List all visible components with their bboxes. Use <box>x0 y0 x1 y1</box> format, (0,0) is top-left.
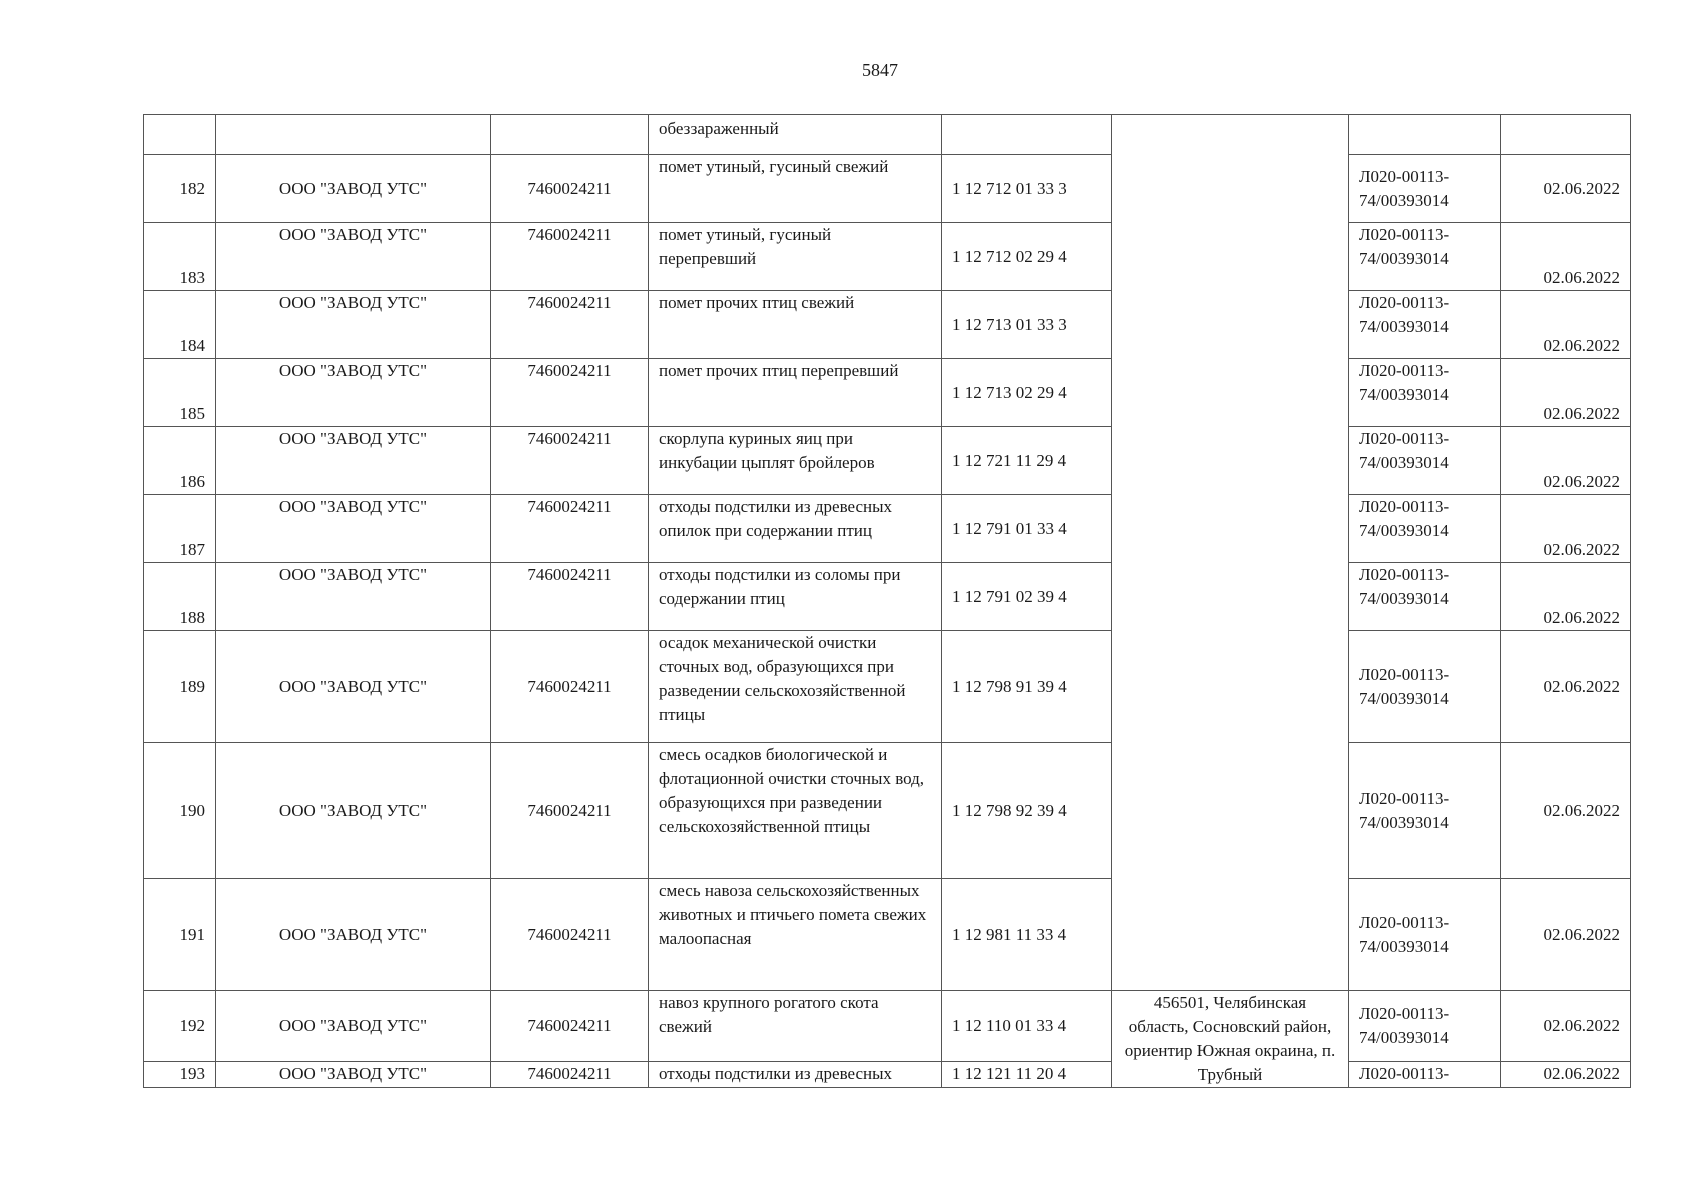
license-line: 74/00393014 <box>1359 190 1449 210</box>
organization-cell: ООО "ЗАВОД УТС" <box>216 291 491 359</box>
number-cell: 187 <box>144 495 216 563</box>
waste-code-cell: 1 12 110 01 33 4 <box>942 991 1112 1062</box>
date-cell: 02.06.2022 <box>1501 631 1631 743</box>
table-row <box>144 359 1631 427</box>
table-row <box>144 991 1631 1062</box>
organization-cell: ООО "ЗАВОД УТС" <box>216 991 491 1062</box>
address-cell: 456501, Челябинская область, Сосновский район, ориентир Южная окраина, п. Трубный <box>1112 991 1349 1088</box>
date-cell: 02.06.2022 <box>1501 155 1631 223</box>
date-cell: 02.06.2022 <box>1501 1061 1631 1087</box>
license-line: Л020-00113- <box>1359 497 1450 516</box>
table-row <box>144 427 1631 495</box>
table-row <box>144 223 1631 291</box>
number-cell: 193 <box>144 1061 216 1087</box>
organization-cell: ООО "ЗАВОД УТС" <box>216 495 491 563</box>
table-row <box>144 879 1631 991</box>
organization-cell: ООО "ЗАВОД УТС" <box>216 223 491 291</box>
license-line: Л020-00113- <box>1359 166 1450 186</box>
license-cell <box>1349 115 1501 155</box>
license-cell <box>1349 223 1501 291</box>
waste-name-cell: помет прочих птиц свежий <box>649 291 942 359</box>
table-row <box>144 563 1631 631</box>
license-line: Л020-00113- <box>1359 225 1450 244</box>
waste-code-cell: 1 12 712 02 29 4 <box>942 223 1112 291</box>
waste-code-cell: 1 12 981 11 33 4 <box>942 879 1112 991</box>
license-line: Л020-00113- <box>1359 429 1450 448</box>
waste-name-cell: отходы подстилки из соломы при содержании птиц <box>649 563 942 631</box>
license-line: 74/00393014 <box>1359 521 1449 540</box>
organization-cell <box>216 115 491 155</box>
license-cell <box>1349 879 1501 991</box>
waste-name-cell: отходы подстилки из древесных <box>649 1061 942 1087</box>
date-cell: 02.06.2022 <box>1501 291 1631 359</box>
date-cell: 02.06.2022 <box>1501 879 1631 991</box>
license-line: Л020-00113- <box>1359 293 1450 312</box>
waste-name-cell: отходы подстилки из древесных опилок при содержании птиц <box>649 495 942 563</box>
waste-code-cell: 1 12 798 91 39 4 <box>942 631 1112 743</box>
waste-name-cell: обеззараженный <box>649 115 942 155</box>
inn-cell: 7460024211 <box>491 495 649 563</box>
license-line: Л020-00113- <box>1359 788 1450 808</box>
license-cell <box>1349 155 1501 223</box>
number-cell: 183 <box>144 223 216 291</box>
inn-cell: 7460024211 <box>491 223 649 291</box>
number-cell: 190 <box>144 743 216 879</box>
waste-code-cell: 1 12 712 01 33 3 <box>942 155 1112 223</box>
license-cell <box>1349 743 1501 879</box>
date-cell: 02.06.2022 <box>1501 359 1631 427</box>
license-line: 74/00393014 <box>1359 589 1449 608</box>
date-cell: 02.06.2022 <box>1501 743 1631 879</box>
license-line: 74/00393014 <box>1359 317 1449 336</box>
license-line: Л020-00113- <box>1359 664 1450 684</box>
inn-cell <box>491 115 649 155</box>
license-line: 74/00393014 <box>1359 1027 1449 1047</box>
waste-name-cell: осадок механической очистки сточных вод, образующихся при разведении сельскохозяйственной птицы <box>649 631 942 743</box>
date-cell: 02.06.2022 <box>1501 495 1631 563</box>
date-cell: 02.06.2022 <box>1501 563 1631 631</box>
waste-code-cell: 1 12 798 92 39 4 <box>942 743 1112 879</box>
number-cell: 188 <box>144 563 216 631</box>
date-cell <box>1501 115 1631 155</box>
waste-code-cell: 1 12 121 11 20 4 <box>942 1061 1112 1087</box>
license-line: Л020-00113- <box>1359 565 1450 584</box>
organization-cell: ООО "ЗАВОД УТС" <box>216 1061 491 1087</box>
license-cell <box>1349 495 1501 563</box>
waste-name-cell: навоз крупного рогатого скота свежий <box>649 991 942 1062</box>
license-cell <box>1349 427 1501 495</box>
waste-code-cell: 1 12 721 11 29 4 <box>942 427 1112 495</box>
table-row <box>144 743 1631 879</box>
number-cell: 189 <box>144 631 216 743</box>
waste-name-cell: скорлупа куриных яиц при инкубации цыплят бройлеров <box>649 427 942 495</box>
inn-cell: 7460024211 <box>491 991 649 1062</box>
date-cell: 02.06.2022 <box>1501 991 1631 1062</box>
organization-cell: ООО "ЗАВОД УТС" <box>216 563 491 631</box>
license-cell <box>1349 631 1501 743</box>
license-line: Л020-00113- <box>1359 1003 1450 1023</box>
inn-cell: 7460024211 <box>491 1061 649 1087</box>
table-row <box>144 155 1631 223</box>
inn-cell: 7460024211 <box>491 563 649 631</box>
table-row <box>144 291 1631 359</box>
waste-name-cell: помет утиный, гусиный свежий <box>649 155 942 223</box>
license-line: Л020-00113- <box>1359 912 1450 932</box>
number-cell: 184 <box>144 291 216 359</box>
inn-cell: 7460024211 <box>491 631 649 743</box>
license-cell <box>1349 991 1501 1062</box>
license-line: Л020-00113- <box>1359 1063 1450 1083</box>
table-row <box>144 631 1631 743</box>
license-cell <box>1349 1061 1501 1087</box>
inn-cell: 7460024211 <box>491 155 649 223</box>
waste-code-cell: 1 12 791 01 33 4 <box>942 495 1112 563</box>
license-line: 74/00393014 <box>1359 385 1449 404</box>
organization-cell: ООО "ЗАВОД УТС" <box>216 879 491 991</box>
number-cell: 185 <box>144 359 216 427</box>
license-cell <box>1349 291 1501 359</box>
number-cell <box>144 115 216 155</box>
waste-name-cell: смесь навоза сельскохозяйственных животных и птичьего помета свежих малоопасная <box>649 879 942 991</box>
table-row <box>144 495 1631 563</box>
organization-cell: ООО "ЗАВОД УТС" <box>216 631 491 743</box>
number-cell: 186 <box>144 427 216 495</box>
table-row-continuation <box>144 115 1631 155</box>
waste-code-cell <box>942 115 1112 155</box>
inn-cell: 7460024211 <box>491 291 649 359</box>
table-row <box>144 1061 1631 1087</box>
number-cell: 192 <box>144 991 216 1062</box>
inn-cell: 7460024211 <box>491 879 649 991</box>
organization-cell: ООО "ЗАВОД УТС" <box>216 743 491 879</box>
inn-cell: 7460024211 <box>491 427 649 495</box>
organization-cell: ООО "ЗАВОД УТС" <box>216 155 491 223</box>
license-cell <box>1349 563 1501 631</box>
date-cell: 02.06.2022 <box>1501 427 1631 495</box>
waste-code-cell: 1 12 713 02 29 4 <box>942 359 1112 427</box>
inn-cell: 7460024211 <box>491 743 649 879</box>
license-line: Л020-00113- <box>1359 361 1450 380</box>
waste-name-cell: помет утиный, гусиный перепревший <box>649 223 942 291</box>
license-line: 74/00393014 <box>1359 688 1449 708</box>
page-number: 5847 <box>862 60 898 80</box>
waste-name-cell: смесь осадков биологической и флотационной очистки сточных вод, образующихся при разведении сельскохозяйственной птицы <box>649 743 942 879</box>
waste-code-cell: 1 12 713 01 33 3 <box>942 291 1112 359</box>
number-cell: 191 <box>144 879 216 991</box>
organization-cell: ООО "ЗАВОД УТС" <box>216 427 491 495</box>
inn-cell: 7460024211 <box>491 359 649 427</box>
waste-name-cell: помет прочих птиц перепревший <box>649 359 942 427</box>
license-line: 74/00393014 <box>1359 936 1449 956</box>
number-cell: 182 <box>144 155 216 223</box>
license-line: 74/00393014 <box>1359 249 1449 268</box>
license-line: 74/00393014 <box>1359 453 1449 472</box>
organization-cell: ООО "ЗАВОД УТС" <box>216 359 491 427</box>
address-cell-empty <box>1112 115 1349 991</box>
date-cell: 02.06.2022 <box>1501 223 1631 291</box>
license-line: 74/00393014 <box>1359 812 1449 832</box>
waste-code-cell: 1 12 791 02 39 4 <box>942 563 1112 631</box>
license-cell <box>1349 359 1501 427</box>
waste-license-table <box>143 114 1631 1088</box>
